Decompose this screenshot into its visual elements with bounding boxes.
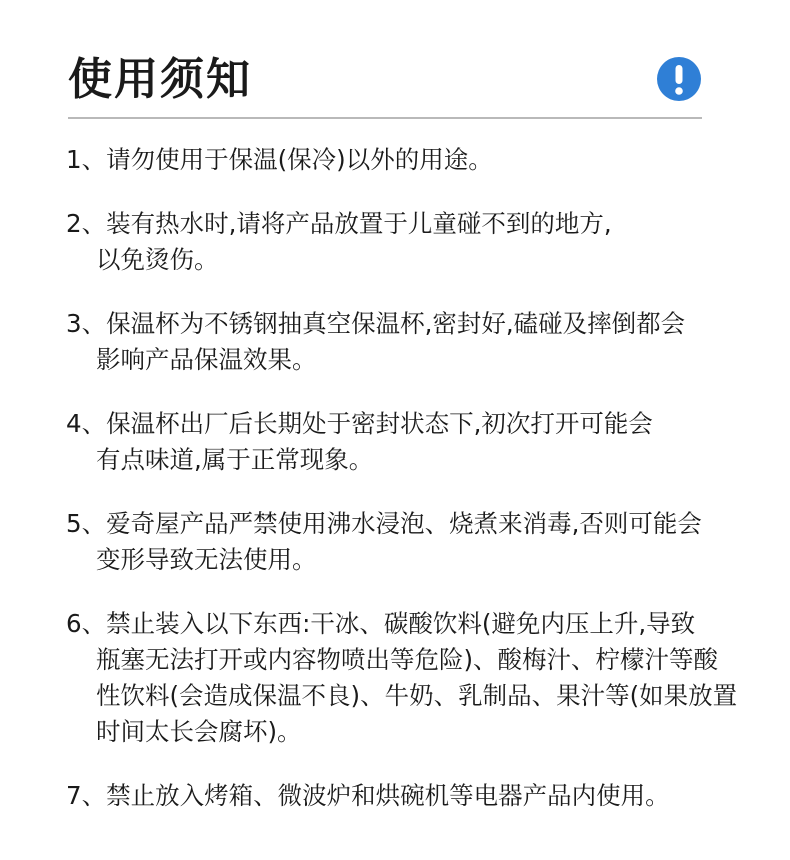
alert-icon-dot bbox=[675, 87, 683, 95]
page-title: 使用须知 bbox=[68, 54, 252, 105]
note-item bbox=[66, 606, 756, 750]
note-item bbox=[66, 142, 756, 178]
page-header bbox=[68, 48, 702, 118]
note-item bbox=[66, 406, 756, 478]
exclamation-circle-icon bbox=[656, 56, 702, 102]
note-line: 变形导致无法使用。 bbox=[96, 545, 317, 574]
note-item bbox=[66, 778, 756, 814]
note-line: 瓶塞无法打开或内容物喷出等危险)、酸梅汁、柠檬汁等酸 bbox=[96, 645, 719, 674]
note-line: 影响产品保温效果。 bbox=[96, 345, 317, 374]
note-item bbox=[66, 206, 756, 278]
header-divider bbox=[68, 117, 702, 119]
note-item bbox=[66, 306, 756, 378]
note-line: 3、保温杯为不锈钢抽真空保温杯,密封好,磕碰及摔倒都会 bbox=[66, 309, 686, 338]
alert-icon-bar bbox=[676, 65, 683, 84]
note-line: 时间太长会腐坏)。 bbox=[96, 717, 302, 746]
note-line: 7、禁止放入烤箱、微波炉和烘碗机等电器产品内使用。 bbox=[66, 781, 670, 810]
note-line: 性饮料(会造成保温不良)、牛奶、乳制品、果汁等(如果放置 bbox=[96, 681, 738, 710]
note-line: 以免烫伤。 bbox=[96, 245, 219, 274]
note-item bbox=[66, 506, 756, 578]
note-line: 2、装有热水时,请将产品放置于儿童碰不到的地方, bbox=[66, 209, 612, 238]
note-line: 5、爱奇屋产品严禁使用沸水浸泡、烧煮来消毒,否则可能会 bbox=[66, 509, 702, 538]
notes-list bbox=[66, 142, 756, 842]
note-line: 4、保温杯出厂后长期处于密封状态下,初次打开可能会 bbox=[66, 409, 653, 438]
note-line: 1、请勿使用于保温(保冷)以外的用途。 bbox=[66, 145, 493, 174]
note-line: 6、禁止装入以下东西:干冰、碳酸饮料(避免内压上升,导致 bbox=[66, 609, 696, 638]
note-line: 有点味道,属于正常现象。 bbox=[96, 445, 374, 474]
